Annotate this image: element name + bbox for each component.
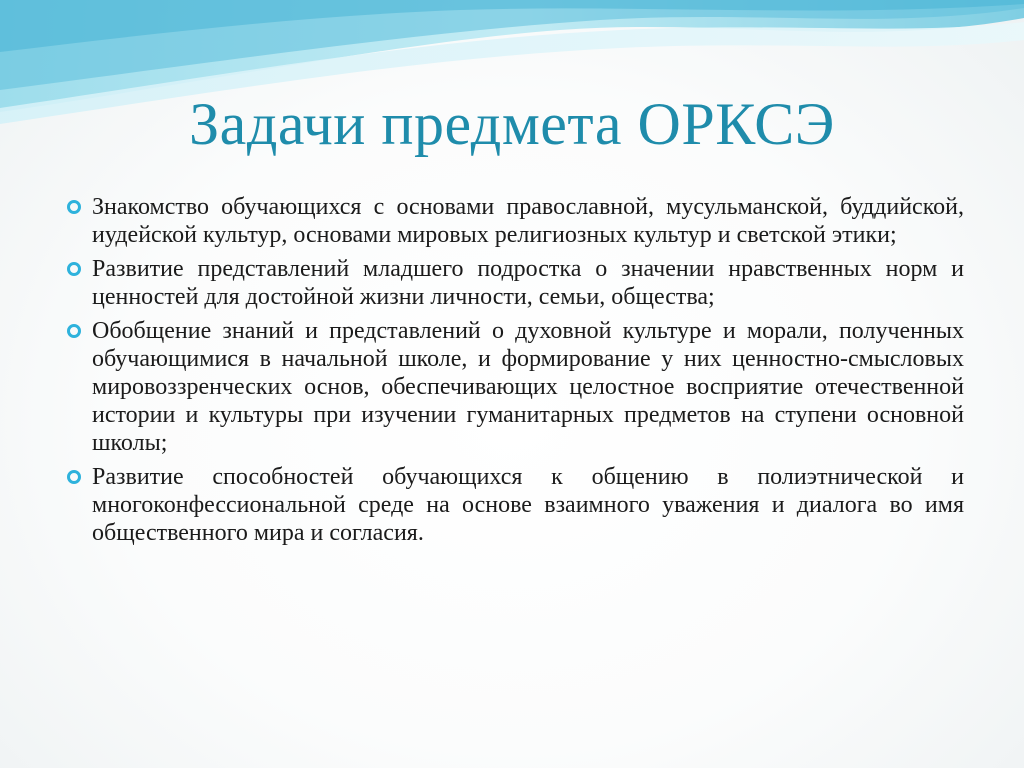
list-item [62,317,964,457]
bullet-text: Развитие способностей обучающихся к общению в полиэтнической и многоконфессиональной среде на основе взаимного уважения и диалога во имя общественного мира и согласия. [92,464,964,546]
bullet-text: Знакомство обучающихся с основами православной, мусульманской, буддийской, иудейской культур, основами мировых религиозных культур и светской этики; [92,194,964,248]
bullet-text: Развитие представлений младшего подростка о значении нравственных норм и ценностей для достойной жизни личности, семьи, общества; [92,256,964,310]
circle-bullet-icon [67,324,81,338]
bullet-text: Обобщение знаний и представлений о духовной культуре и морали, полученных обучающимися в начальной школе, и формирование у них ценностно-смысловых мировоззренческих основ, обеспечивающих целостное восприятие отечественной истории и культуры при изучении гуманитарных предметов на ступени основной школы; [92,318,964,456]
circle-bullet-icon [67,470,81,484]
bullet-list [62,193,964,553]
list-item [62,255,964,311]
slide-title: Задачи предмета ОРКСЭ [189,91,835,157]
list-item [62,193,964,249]
circle-bullet-icon [67,262,81,276]
circle-bullet-icon [67,200,81,214]
list-item [62,463,964,547]
